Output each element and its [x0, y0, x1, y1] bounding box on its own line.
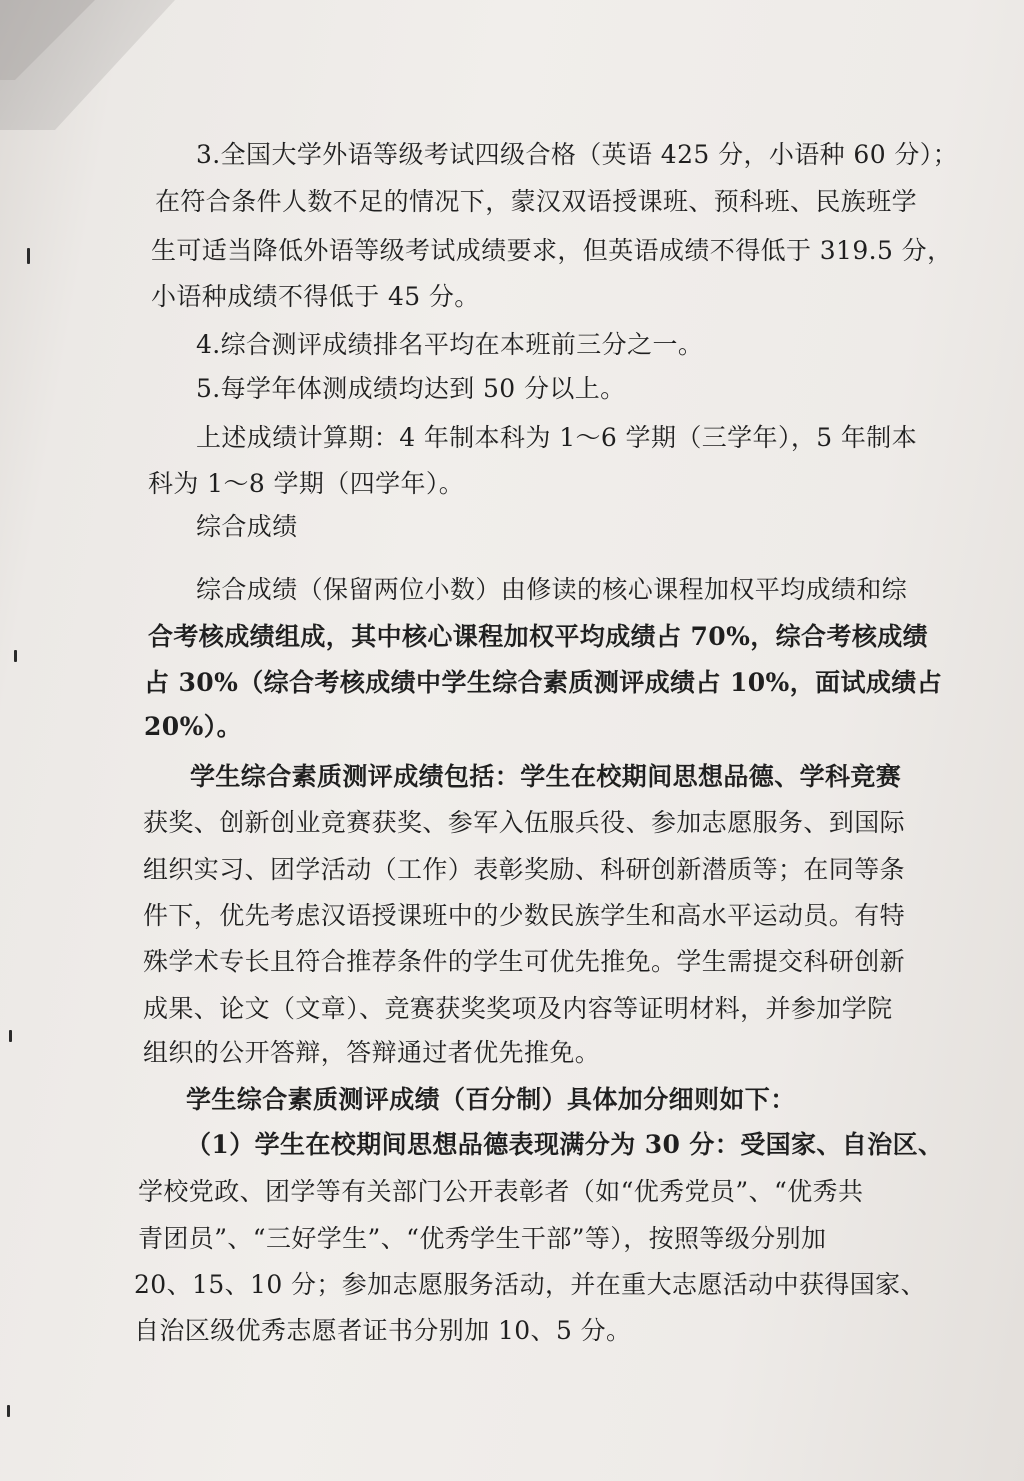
- text-line: 合考核成绩组成，其中核心课程加权平均成绩占 70%，综合考核成绩: [148, 622, 929, 651]
- text-line: 获奖、创新创业竞赛获奖、参军入伍服兵役、参加志愿服务、到国际: [143, 808, 906, 837]
- text-line: 成果、论文（文章）、竞赛获奖奖项及内容等证明材料，并参加学院: [143, 994, 893, 1023]
- text-line: 上述成绩计算期：4 年制本科为 1～6 学期（三学年），5 年制本: [196, 423, 918, 452]
- text-line: 小语种成绩不得低于 45 分。: [151, 282, 480, 311]
- binding-mark: [7, 1405, 10, 1417]
- requirement-fitness: 5.每学年体测成绩均达到 50 分以上。: [196, 374, 626, 403]
- text-line: 在符合条件人数不足的情况下，蒙汉双语授课班、预科班、民族班学: [155, 187, 918, 216]
- text-line: 3.全国大学外语等级考试四级合格（英语 425 分，小语种 60 分）；: [196, 140, 959, 169]
- binding-mark: [9, 1030, 12, 1042]
- text-line: 综合成绩（保留两位小数）由修读的核心课程加权平均成绩和综: [196, 575, 908, 604]
- text-line: 件下，优先考虑汉语授课班中的少数民族学生和高水平运动员。有特: [143, 901, 906, 930]
- text-line: 学校党政、团学等有关部门公开表彰者（如“优秀党员”、“优秀共: [138, 1177, 864, 1206]
- text-line: 组织的公开答辩，答辩通过者优先推免。: [143, 1038, 601, 1067]
- text-line: 学生综合素质测评成绩包括：学生在校期间思想品德、学科竞赛: [190, 762, 902, 791]
- text-line: 青团员”、“三好学生”、“优秀学生干部”等），按照等级分别加: [138, 1224, 827, 1253]
- rules-intro: 学生综合素质测评成绩（百分制）具体加分细则如下：: [186, 1085, 796, 1114]
- text-line: （1）学生在校期间思想品德表现满分为 30 分：受国家、自治区、: [186, 1130, 944, 1159]
- text-line: 组织实习、团学活动（工作）表彰奖励、科研创新潜质等；在同等条: [143, 855, 906, 884]
- text-line: 生可适当降低外语等级考试成绩要求，但英语成绩不得低于 319.5 分，: [151, 236, 953, 265]
- text-line: 科为 1～8 学期（四学年）。: [148, 469, 465, 498]
- text-line: 自治区级优秀志愿者证书分别加 10、5 分。: [134, 1316, 632, 1345]
- requirement-ranking: 4.综合测评成绩排名平均在本班前三分之一。: [196, 330, 704, 359]
- text-line: 占 30%（综合考核成绩中学生综合素质测评成绩占 10%，面试成绩占: [144, 668, 943, 697]
- page-fold-shadow: [0, 0, 1024, 130]
- binding-mark: [14, 650, 17, 662]
- text-line: 20、15、10 分；参加志愿服务活动，并在重大志愿活动中获得国家、: [134, 1270, 926, 1299]
- text-line: 20%）。: [144, 712, 243, 741]
- text-line: 殊学术专长且符合推荐条件的学生可优先推免。学生需提交科研创新: [143, 947, 906, 976]
- binding-mark: [27, 248, 30, 264]
- section-heading: 综合成绩: [196, 512, 298, 541]
